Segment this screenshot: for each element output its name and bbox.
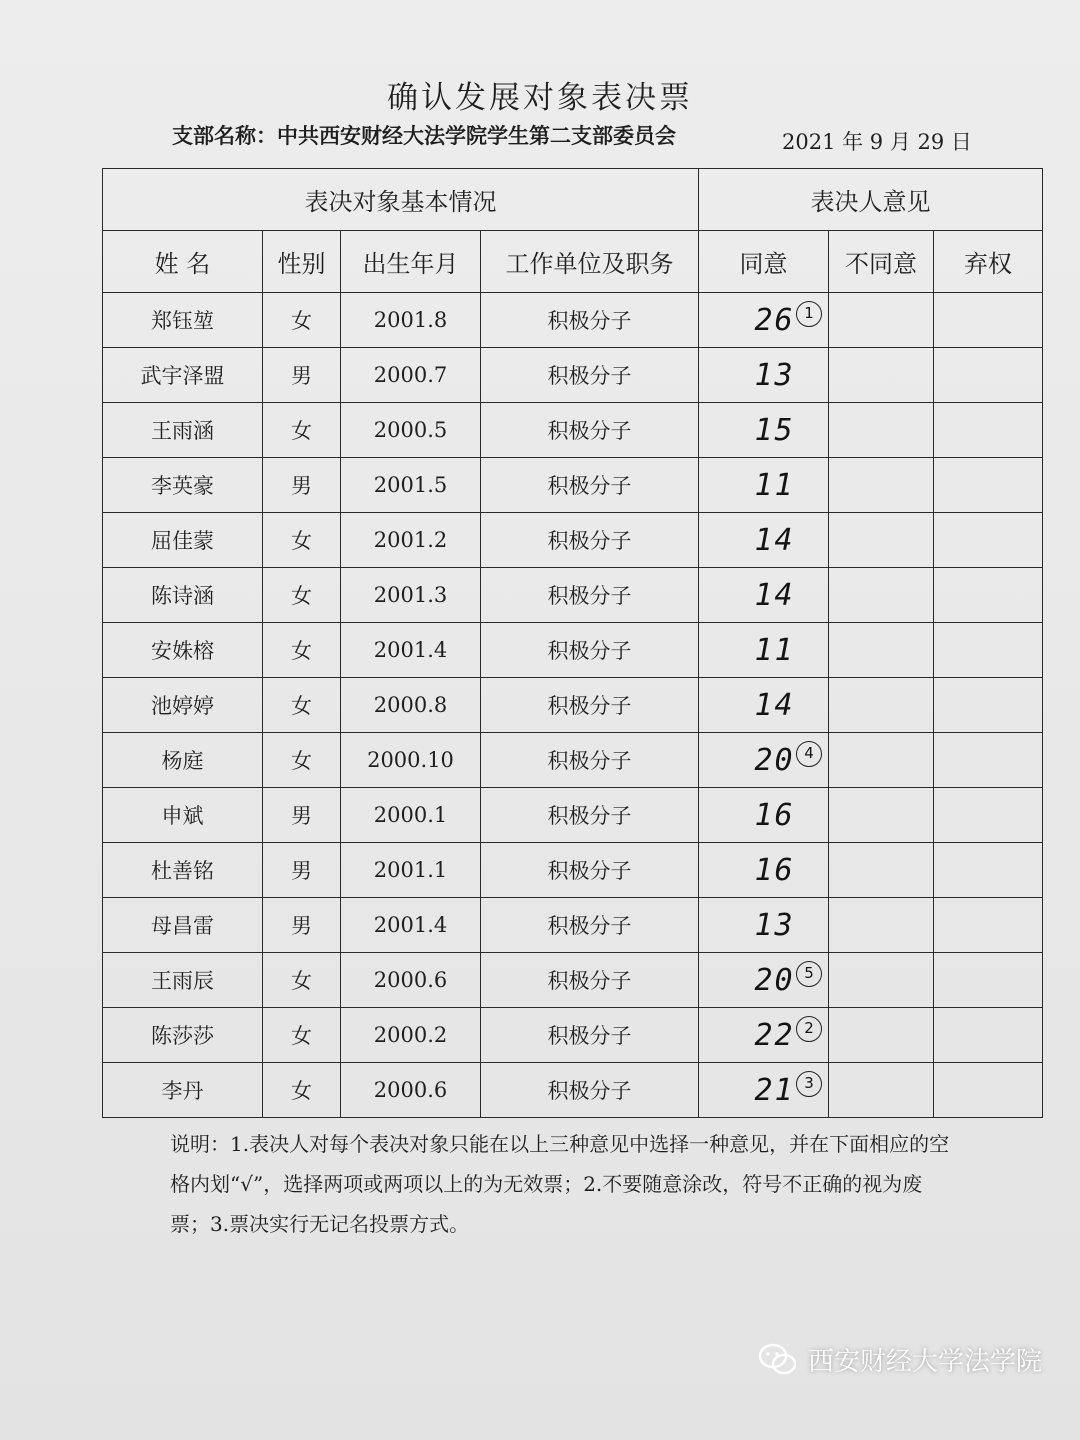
rank-circle: 2 xyxy=(796,1016,822,1042)
candidate-name: 母昌雷 xyxy=(103,898,263,953)
candidate-name: 屈佳蒙 xyxy=(103,513,263,568)
candidate-position: 积极分子 xyxy=(481,293,699,348)
candidate-position: 积极分子 xyxy=(481,623,699,678)
rank-circle: 5 xyxy=(796,961,822,987)
agree-count: 14 xyxy=(754,577,795,613)
candidate-name: 安姝榕 xyxy=(103,623,263,678)
rank-circle: 3 xyxy=(796,1071,822,1097)
table-row xyxy=(103,458,1043,513)
disagree-cell xyxy=(829,458,934,513)
rank-circle: 4 xyxy=(796,741,822,767)
candidate-gender: 女 xyxy=(263,678,341,733)
table-row xyxy=(103,403,1043,458)
agree-cell xyxy=(699,733,829,788)
candidate-gender: 女 xyxy=(263,953,341,1008)
col-disagree: 不同意 xyxy=(829,231,934,293)
candidate-position: 积极分子 xyxy=(481,1008,699,1063)
abstain-cell xyxy=(934,1008,1043,1063)
agree-cell xyxy=(699,898,829,953)
candidate-gender: 女 xyxy=(263,513,341,568)
candidate-name: 王雨涵 xyxy=(103,403,263,458)
abstain-cell xyxy=(934,953,1043,1008)
agree-count: 20 xyxy=(754,962,795,998)
candidate-position: 积极分子 xyxy=(481,953,699,1008)
disagree-cell xyxy=(829,788,934,843)
candidate-gender: 男 xyxy=(263,348,341,403)
agree-count: 26 xyxy=(754,302,795,338)
abstain-cell xyxy=(934,513,1043,568)
candidate-position: 积极分子 xyxy=(481,788,699,843)
abstain-cell xyxy=(934,678,1043,733)
agree-count: 22 xyxy=(754,1017,795,1053)
col-agree: 同意 xyxy=(699,231,829,293)
candidate-position: 积极分子 xyxy=(481,403,699,458)
candidate-birth: 2000.8 xyxy=(341,678,481,733)
wechat-icon xyxy=(758,1343,798,1377)
abstain-cell xyxy=(934,458,1043,513)
abstain-cell xyxy=(934,733,1043,788)
candidate-name: 李丹 xyxy=(103,1063,263,1118)
branch-name: 支部名称：中共西安财经大法学院学生第二支部委员会 xyxy=(172,123,676,148)
disagree-cell xyxy=(829,1063,934,1118)
disagree-cell xyxy=(829,1008,934,1063)
candidate-gender: 女 xyxy=(263,1008,341,1063)
group-voter-opinion: 表决人意见 xyxy=(699,169,1043,231)
abstain-cell xyxy=(934,403,1043,458)
abstain-cell xyxy=(934,843,1043,898)
agree-cell xyxy=(699,458,829,513)
table-row xyxy=(103,293,1043,348)
ballot-date: 2021 年 9 月 29 日 xyxy=(782,130,972,154)
account-watermark xyxy=(758,1341,1042,1378)
abstain-cell xyxy=(934,623,1043,678)
col-position: 工作单位及职务 xyxy=(481,231,699,293)
ballot-title: 确认发展对象表决票 xyxy=(387,80,693,116)
candidate-birth: 2000.5 xyxy=(341,403,481,458)
table-row xyxy=(103,1008,1043,1063)
abstain-cell xyxy=(934,898,1043,953)
disagree-cell xyxy=(829,953,934,1008)
candidate-birth: 2001.8 xyxy=(341,293,481,348)
agree-cell xyxy=(699,623,829,678)
table-row xyxy=(103,953,1043,1008)
candidate-birth: 2001.2 xyxy=(341,513,481,568)
candidate-gender: 女 xyxy=(263,733,341,788)
disagree-cell xyxy=(829,678,934,733)
agree-cell xyxy=(699,348,829,403)
candidate-position: 积极分子 xyxy=(481,348,699,403)
table-row xyxy=(103,788,1043,843)
disagree-cell xyxy=(829,513,934,568)
candidate-position: 积极分子 xyxy=(481,458,699,513)
ballot-table xyxy=(102,168,1043,1118)
disagree-cell xyxy=(829,568,934,623)
watermark-text: 西安财经大学法学院 xyxy=(807,1347,1042,1377)
candidate-gender: 女 xyxy=(263,623,341,678)
col-birth: 出生年月 xyxy=(341,231,481,293)
col-abstain: 弃权 xyxy=(934,231,1043,293)
agree-count: 21 xyxy=(754,1072,795,1108)
candidate-name: 杨庭 xyxy=(103,733,263,788)
candidate-position: 积极分子 xyxy=(481,513,699,568)
candidate-birth: 2001.4 xyxy=(341,898,481,953)
candidate-birth: 2000.1 xyxy=(341,788,481,843)
candidate-gender: 女 xyxy=(263,568,341,623)
agree-cell xyxy=(699,953,829,1008)
candidate-name: 陈诗涵 xyxy=(103,568,263,623)
candidate-gender: 男 xyxy=(263,898,341,953)
abstain-cell xyxy=(934,1063,1043,1118)
candidate-birth: 2000.6 xyxy=(341,953,481,1008)
candidate-gender: 男 xyxy=(263,788,341,843)
agree-count: 15 xyxy=(754,412,795,448)
table-row xyxy=(103,623,1043,678)
table-row xyxy=(103,513,1043,568)
candidate-name: 申斌 xyxy=(103,788,263,843)
agree-count: 11 xyxy=(754,632,795,668)
candidate-gender: 女 xyxy=(263,403,341,458)
table-row xyxy=(103,678,1043,733)
agree-cell xyxy=(699,678,829,733)
disagree-cell xyxy=(829,623,934,678)
agree-cell xyxy=(699,293,829,348)
table-row xyxy=(103,1063,1043,1118)
agree-count: 14 xyxy=(754,522,795,558)
candidate-position: 积极分子 xyxy=(481,898,699,953)
candidate-gender: 男 xyxy=(263,843,341,898)
agree-cell xyxy=(699,1008,829,1063)
candidate-birth: 2001.3 xyxy=(341,568,481,623)
table-row xyxy=(103,568,1043,623)
candidate-position: 积极分子 xyxy=(481,733,699,788)
candidate-name: 杜善铭 xyxy=(103,843,263,898)
col-gender: 性别 xyxy=(263,231,341,293)
disagree-cell xyxy=(829,898,934,953)
agree-count: 13 xyxy=(754,907,795,943)
candidate-name: 郑钰堃 xyxy=(103,293,263,348)
ballot-rows xyxy=(103,293,1043,1118)
agree-count: 14 xyxy=(754,687,795,723)
disagree-cell xyxy=(829,348,934,403)
agree-cell xyxy=(699,843,829,898)
disagree-cell xyxy=(829,293,934,348)
candidate-birth: 2000.7 xyxy=(341,348,481,403)
candidate-name: 池婷婷 xyxy=(103,678,263,733)
agree-count: 13 xyxy=(754,357,795,393)
table-row xyxy=(103,733,1043,788)
candidate-birth: 2001.1 xyxy=(341,843,481,898)
ballot-notes: 说明：1.表决人对每个表决对象只能在以上三种意见中选择一种意见，并在下面相应的空格内划“√”，选择两项或两项以上的为无效票；2.不要随意涂改，符号不正确的视为废票；3.票决实行无记名投票方式。 xyxy=(170,1132,950,1236)
col-name: 姓 名 xyxy=(103,231,263,293)
candidate-birth: 2000.6 xyxy=(341,1063,481,1118)
candidate-position: 积极分子 xyxy=(481,678,699,733)
candidate-name: 陈莎莎 xyxy=(103,1008,263,1063)
abstain-cell xyxy=(934,788,1043,843)
candidate-birth: 2000.2 xyxy=(341,1008,481,1063)
disagree-cell xyxy=(829,733,934,788)
candidate-name: 武宇泽盟 xyxy=(103,348,263,403)
candidate-birth: 2001.4 xyxy=(341,623,481,678)
candidate-name: 李英豪 xyxy=(103,458,263,513)
candidate-birth: 2000.10 xyxy=(341,733,481,788)
candidate-gender: 男 xyxy=(263,458,341,513)
abstain-cell xyxy=(934,293,1043,348)
candidate-gender: 女 xyxy=(263,1063,341,1118)
table-row xyxy=(103,843,1043,898)
agree-count: 11 xyxy=(754,467,795,503)
candidate-position: 积极分子 xyxy=(481,1063,699,1118)
agree-count: 20 xyxy=(754,742,795,778)
abstain-cell xyxy=(934,568,1043,623)
candidate-name: 王雨辰 xyxy=(103,953,263,1008)
agree-cell xyxy=(699,403,829,458)
group-basic-info: 表决对象基本情况 xyxy=(103,169,699,231)
agree-count: 16 xyxy=(754,797,795,833)
agree-cell xyxy=(699,568,829,623)
disagree-cell xyxy=(829,843,934,898)
table-row xyxy=(103,348,1043,403)
abstain-cell xyxy=(934,348,1043,403)
agree-cell xyxy=(699,513,829,568)
agree-count: 16 xyxy=(754,852,795,888)
rank-circle: 1 xyxy=(796,301,822,327)
agree-cell xyxy=(699,1063,829,1118)
table-row xyxy=(103,898,1043,953)
disagree-cell xyxy=(829,403,934,458)
candidate-position: 积极分子 xyxy=(481,843,699,898)
candidate-gender: 女 xyxy=(263,293,341,348)
agree-cell xyxy=(699,788,829,843)
candidate-position: 积极分子 xyxy=(481,568,699,623)
candidate-birth: 2001.5 xyxy=(341,458,481,513)
